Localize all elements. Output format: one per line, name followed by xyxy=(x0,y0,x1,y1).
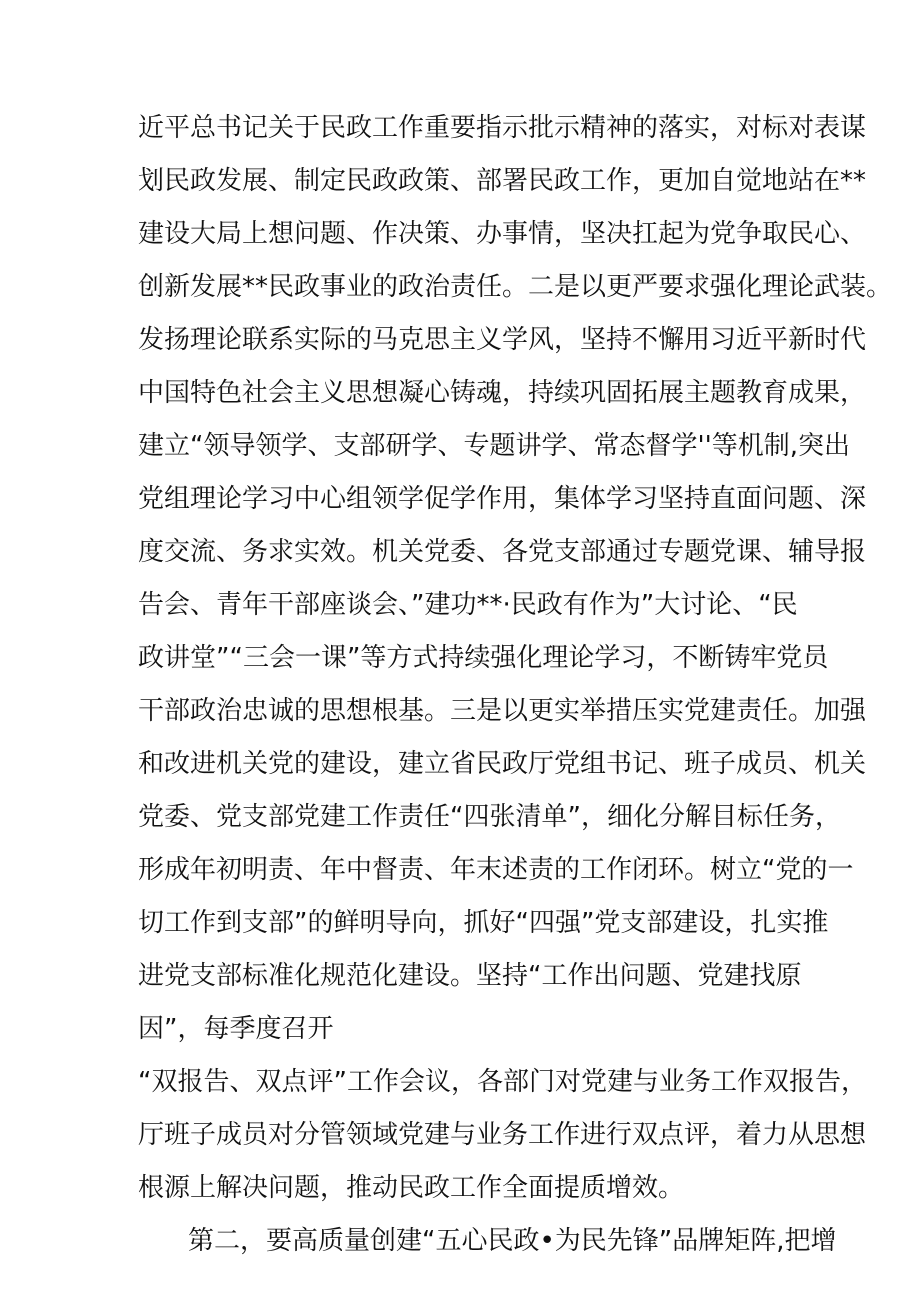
text-line: 创新发展**民政事业的政治责任。二是以更严要求强化理论武装。 xyxy=(138,272,893,302)
text-line: 近平总书记关于民政工作重要指示批示精神的落实，对标对表谋 xyxy=(138,113,867,143)
text-line: 度交流、务求实效。机关党委、各党支部通过专题党课、辅导报 xyxy=(138,537,867,567)
text-line: 发扬理论联系实际的马克思主义学风，坚持不懈用习近平新时代 xyxy=(138,325,867,355)
text-line: 干部政治忠诚的思想根基。三是以更实举措压实党建责任。加强 xyxy=(138,696,867,726)
text-line: 政讲堂”“三会一课”等方式持续强化理论学习，不断铸牢党员 xyxy=(138,643,829,673)
text-line: 建设大局上想问题、作决策、办事情，坚决扛起为党争取民心、 xyxy=(138,219,867,249)
text-line: 划民政发展、制定民政政策、部署民政工作，更加自觉地站在** xyxy=(138,166,867,196)
text-line: 党委、党支部党建工作责任“四张清单”，细化分解目标任务， xyxy=(138,802,841,832)
paragraph-start-line: 第二，要高质量创建“五心民政•为民先锋”品牌矩阵,把增 xyxy=(188,1226,837,1256)
text-line: 党组理论学习中心组领学促学作用，集体学习坚持直面问题、深 xyxy=(138,484,867,514)
text-line: “双报告、双点评”工作会议，各部门对党建与业务工作双报告， xyxy=(138,1067,867,1097)
text-line: 和改进机关党的建设，建立省民政厅党组书记、班子成员、机关 xyxy=(138,749,867,779)
text-line: 形成年初明责、年中督责、年末述责的工作闭环。树立“党的一 xyxy=(138,855,854,885)
text-line: 根源上解决问题，推动民政工作全面提质增效。 xyxy=(138,1173,685,1203)
text-line: 因”，每季度召开 xyxy=(138,1014,334,1044)
text-line: 建立“领导领学、支部研学、专题讲学、常态督学''等机制,突出 xyxy=(138,431,851,461)
text-line: 进党支部标准化规范化建设。坚持“工作出问题、党建找原 xyxy=(138,961,802,991)
text-line: 切工作到支部”的鲜明导向，抓好“四强”党支部建设，扎实推 xyxy=(138,908,829,938)
text-line: 厅班子成员对分管领域党建与业务工作进行双点评，着力从思想 xyxy=(138,1120,867,1150)
text-line: 中国特色社会主义思想凝心铸魂，持续巩固拓展主题教育成果， xyxy=(138,378,867,408)
text-line: 告会、青年干部座谈会、”建功**·民政有作为”大讨论、“民 xyxy=(138,590,798,620)
